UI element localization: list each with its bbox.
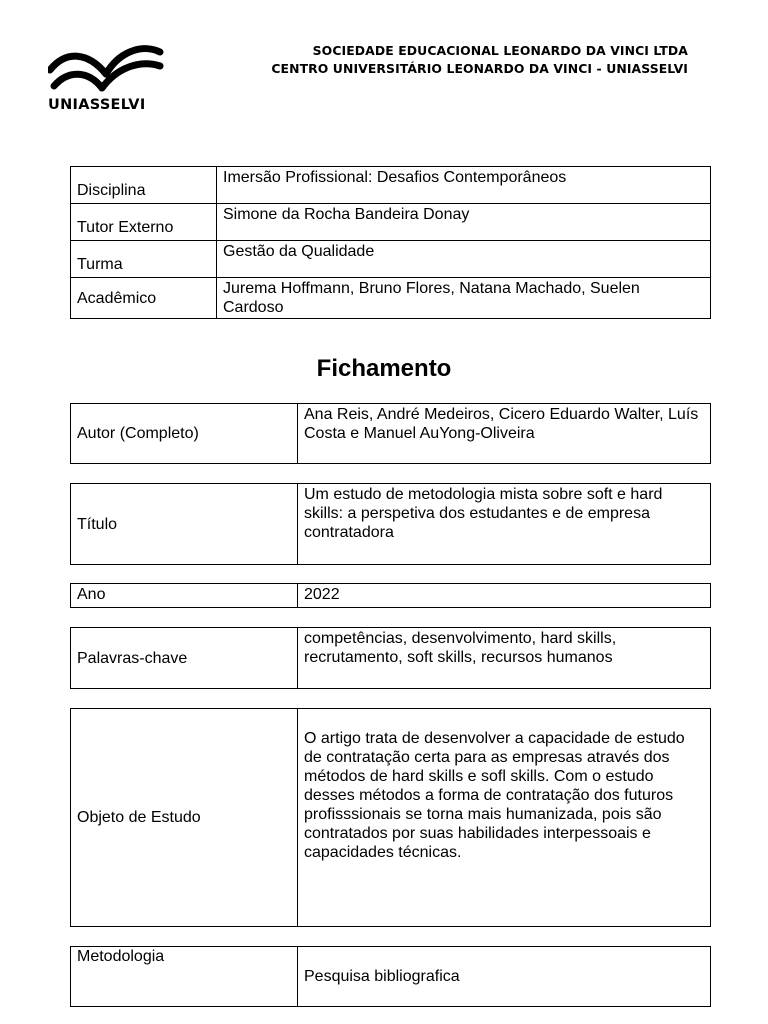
tutor-label: Tutor Externo <box>71 204 217 241</box>
table-row <box>71 709 711 927</box>
metodologia-label: Metodologia <box>71 947 298 1007</box>
turma-value: Gestão da Qualidade <box>217 241 711 278</box>
ano-label: Ano <box>71 584 298 608</box>
uniasselvi-logo <box>48 44 164 116</box>
objeto-value: O artigo trata de desenvolver a capacidade de estudo de contratação certa para as empresas através dos métodos de hard skills e sofl skills. Com o estudo desses métodos a forma de contratação dos futuros profisssionais se torna mais humanizada, pois são contratados por suas habilidades interpessoais e capacidades técnicas. <box>298 709 711 927</box>
book-wing-icon <box>48 44 164 96</box>
table-row <box>71 404 711 464</box>
academico-label: Acadêmico <box>71 278 217 319</box>
table-row <box>71 204 711 241</box>
logo-text: UNIASSELVI <box>48 97 146 113</box>
academico-value: Jurema Hoffmann, Bruno Flores, Natana Machado, Suelen Cardoso <box>217 278 711 319</box>
titulo-value: Um estudo de metodologia mista sobre soft e hard skills: a perspetiva dos estudantes e de empresa contratadora <box>298 484 711 565</box>
disciplina-label: Disciplina <box>71 167 217 204</box>
metodologia-value: Pesquisa bibliografica <box>298 947 711 1007</box>
organization-header <box>271 42 688 78</box>
autor-table <box>70 403 711 464</box>
titulo-label: Título <box>71 484 298 565</box>
disciplina-value: Imersão Profissional: Desafios Contemporâneos <box>217 167 711 204</box>
titulo-table <box>70 483 711 565</box>
ano-value: 2022 <box>298 584 711 608</box>
autor-value: Ana Reis, André Medeiros, Cicero Eduardo Walter, Luís Costa e Manuel AuYong-Oliveira <box>298 404 711 464</box>
table-row <box>71 241 711 278</box>
org-name-line-1: SOCIEDADE EDUCACIONAL LEONARDO DA VINCI LTDA <box>312 43 688 58</box>
table-row <box>71 484 711 565</box>
objeto-label: Objeto de Estudo <box>71 709 298 927</box>
ano-table <box>70 583 711 608</box>
table-row <box>71 947 711 1007</box>
org-name-line-2: CENTRO UNIVERSITÁRIO LEONARDO DA VINCI - UNIASSELVI <box>271 61 688 76</box>
table-row <box>71 584 711 608</box>
turma-label: Turma <box>71 241 217 278</box>
palavras-chave-value: competências, desenvolvimento, hard skills, recrutamento, soft skills, recursos humanos <box>298 628 711 689</box>
page-title: Fichamento <box>316 355 452 382</box>
objeto-table <box>70 708 711 927</box>
tutor-value: Simone da Rocha Bandeira Donay <box>217 204 711 241</box>
table-row <box>71 167 711 204</box>
metodologia-table <box>70 946 711 1007</box>
course-info-table <box>70 166 711 319</box>
table-row <box>71 628 711 689</box>
palavras-chave-label: Palavras-chave <box>71 628 298 689</box>
palavras-chave-table <box>70 627 711 689</box>
autor-label: Autor (Completo) <box>71 404 298 464</box>
table-row <box>71 278 711 319</box>
